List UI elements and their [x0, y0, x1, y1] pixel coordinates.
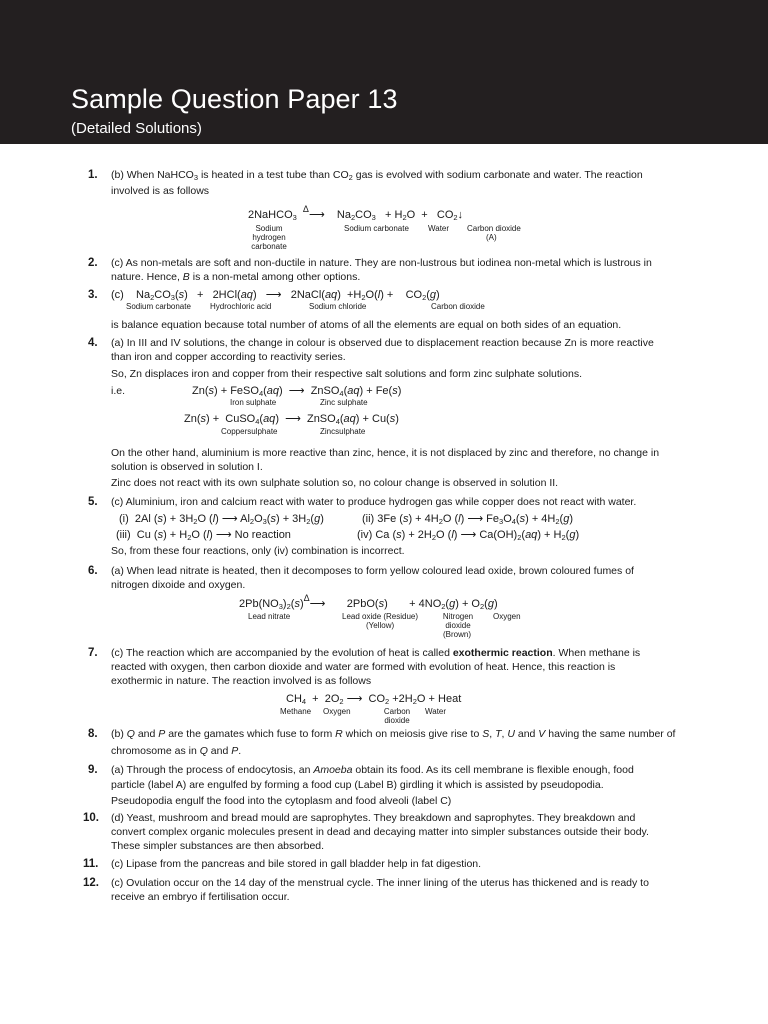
q7-label: Oxygen [323, 707, 351, 716]
question-number: 10. [83, 812, 99, 824]
question-number: 3. [88, 289, 98, 301]
q6-label: Nitrogen dioxide [442, 612, 474, 630]
q10-line2: convert complex organic molecules present in dead and decaying matter into simpler substances outside their body. [111, 826, 649, 838]
q11-line1: (c) Lipase from the pancreas and bile stored in gall bladder help in fat digestion. [111, 858, 482, 870]
q4-label: Coppersulphate [221, 427, 278, 436]
question-number: 4. [88, 337, 98, 349]
q9-line1: (a) Through the process of endocytosis, an Amoeba obtain its food. As its cell membrane is flexible enough, food [111, 764, 634, 776]
q5-line1: (c) Aluminium, iron and calcium react with water to produce hydrogen gas while copper does not react with water. [111, 496, 637, 508]
q7-label: Carbon dioxide [383, 707, 411, 725]
q8-line2: chromosome as in Q and P. [111, 745, 242, 757]
q1-label: (A) [486, 233, 497, 242]
q1-label: Sodium hydrogen carbonate [251, 224, 287, 251]
q4-equation1: Zn(s) + FeSO$_4$(aq) ⟶ ZnSO$_4$(aq) + Fe(s) [192, 385, 402, 398]
question-number: 2. [88, 257, 98, 269]
q4-label: Zincsulphate [320, 427, 366, 436]
q1-line2: involved is as follows [111, 185, 210, 197]
q7-label: Methane [280, 707, 312, 716]
q3-line2: is balance equation because total number of atoms of all the elements are equal on both sides of an equation. [111, 319, 622, 331]
q4-line2: than iron and copper according to reactivity series. [111, 351, 346, 363]
question-number: 11. [83, 858, 99, 870]
question-number: 7. [88, 647, 98, 659]
q4-line6: Zinc does not react with its own sulphate solution so, no colour change is observed in solution II. [111, 477, 559, 489]
q5-line4: So, from these four reactions, only (iv) combination is incorrect. [111, 545, 405, 557]
q1-label: Water [428, 224, 450, 233]
q1-equation: 2NaHCO$_3$ $^\Delta$⟶ $Na_2CO_3 + H_2O$ + $CO_2↓$ [248, 204, 464, 222]
q7-label: Water [425, 707, 447, 716]
q12-line2: receive an embryo if fertilisation occur. [111, 891, 290, 903]
q4-line5: solution is observed in solution I. [111, 461, 263, 473]
q4-line1: (a) In III and IV solutions, the change in colour is observed due to displacement reaction because Zn is more reactive [111, 337, 654, 349]
q6-line2: nitrogen dixoide and oxygen. [111, 579, 246, 591]
q2-line2: nature. Hence, B is a non-metal among other options. [111, 271, 361, 283]
q5-reaction-i: (i) 2Al $(s) + 3H_2O$ (l) ⟶ $Al_2O_3(s) + 3H_2(g)$ [119, 513, 324, 526]
question-number: 5. [88, 496, 98, 508]
q9-line2: particle (label A) are engulfed by forming a food cup (Label B) girdling it which is assisted by pseudopodia. [111, 779, 604, 791]
q3-label: Sodium chloride [309, 302, 367, 311]
q7-equation: $CH_4 + 2O_2$ ⟶ $CO_2 +2H_2O$ + Heat [286, 693, 462, 706]
q10-line3: These simpler substances are then absorbed. [111, 840, 325, 852]
q3-label: Sodium carbonate [126, 302, 191, 311]
page-title: Sample Question Paper 13 [71, 84, 398, 114]
q6-label: (Yellow) [366, 621, 395, 630]
q6-label: Lead oxide (Residue) [342, 612, 419, 621]
q6-label: Lead nitrate [248, 612, 291, 621]
q3-equation: (c) $Na_2CO_3(s) + 2HCl(aq)$ ⟶ 2NaCl(aq) $+H_2O(l)$ + $CO_2(g)$ [111, 289, 440, 302]
q4-ie: i.e. [111, 385, 126, 397]
q12-line1: (c) Ovulation occur on the 14 day of the menstrual cycle. The inner lining of the uterus has thickened and is ready to [111, 877, 649, 889]
question-number: 9. [88, 764, 98, 776]
q6-label: (Brown) [443, 630, 472, 639]
q4-line4: On the other hand, aluminium is more reactive than zinc, hence, it is not displaced by zinc and therefore, no change in [111, 447, 660, 459]
q4-label: Zinc sulphate [320, 398, 368, 407]
q3-label: Carbon dioxide [431, 302, 485, 311]
q1-line1: (b) When NaHCO$_3$ is heated in a test tube than $CO_2$ gas is evolved with sodium carbonate and water. The reaction [111, 169, 643, 182]
q5-reaction-iii: (iii) Cu $(s) + H_2O$ (l) ⟶ No reaction [116, 529, 291, 542]
page-subtitle: (Detailed Solutions) [71, 120, 202, 137]
question-number: 8. [88, 728, 98, 740]
q8-line1: (b) Q and P are the gamates which fuse to form R which on meiosis give rise to S, T, U and V having the same number of [111, 728, 676, 740]
question-number: 6. [88, 565, 98, 577]
q1-label: Carbon dioxide [467, 224, 521, 233]
q2-line1: (c) As non-metals are soft and non-ductile in nature. They are non-lustrous but iodinea non-metal which is lustrous in [111, 257, 652, 269]
q4-equation2: Zn(s) + CuSO$_4$(aq) ⟶ ZnSO$_4$(aq) + Cu(s) [184, 413, 399, 426]
q6-label: Oxygen [493, 612, 521, 621]
q10-line1: (d) Yeast, mushroom and bread mould are saprophytes. They breakdown and saprophytes. They breakdown and [111, 812, 636, 824]
q5-reaction-ii: (ii) 3Fe $(s) + 4H_2O$ (l) ⟶ $Fe_3O_4(s) + 4H_2(g)$ [362, 513, 573, 526]
q5-reaction-iv: (iv) Ca $(s) + 2H_2O$ (l) ⟶ $Ca(OH)_2(aq) + H_2(g)$ [357, 529, 580, 542]
q9-line3: Pseudopodia engulf the food into the cytoplasm and food alveoli (label C) [111, 795, 452, 807]
q3-label: Hydrochloric acid [210, 302, 272, 311]
q1-label: Sodium carbonate [344, 224, 409, 233]
q6-equation: $2Pb(NO_3)_2(s)^\Delta⟶$ 2PbO(s) + $4NO_2(g) + O_2(g)$ [239, 593, 498, 611]
question-number: 12. [83, 877, 99, 889]
q6-line1: (a) When lead nitrate is heated, then it decomposes to form yellow coloured lead oxide, brown coloured fumes of [111, 565, 634, 577]
q4-line3: So, Zn displaces iron and copper from their respective salt solutions and form zinc sulphate solutions. [111, 368, 582, 380]
q7-line3: exothermic in nature. The reaction involved is as follows [111, 675, 372, 687]
q7-line2: reacted with oxygen, then carbon dioxide and water are formed with evolution of heat. Hence, this reaction is [111, 661, 616, 673]
q4-label: Iron sulphate [230, 398, 277, 407]
question-number: 1. [88, 169, 98, 181]
q7-line1: (c) The reaction which are accompanied by the evolution of heat is called exothermic reaction. When methane is [111, 647, 641, 659]
